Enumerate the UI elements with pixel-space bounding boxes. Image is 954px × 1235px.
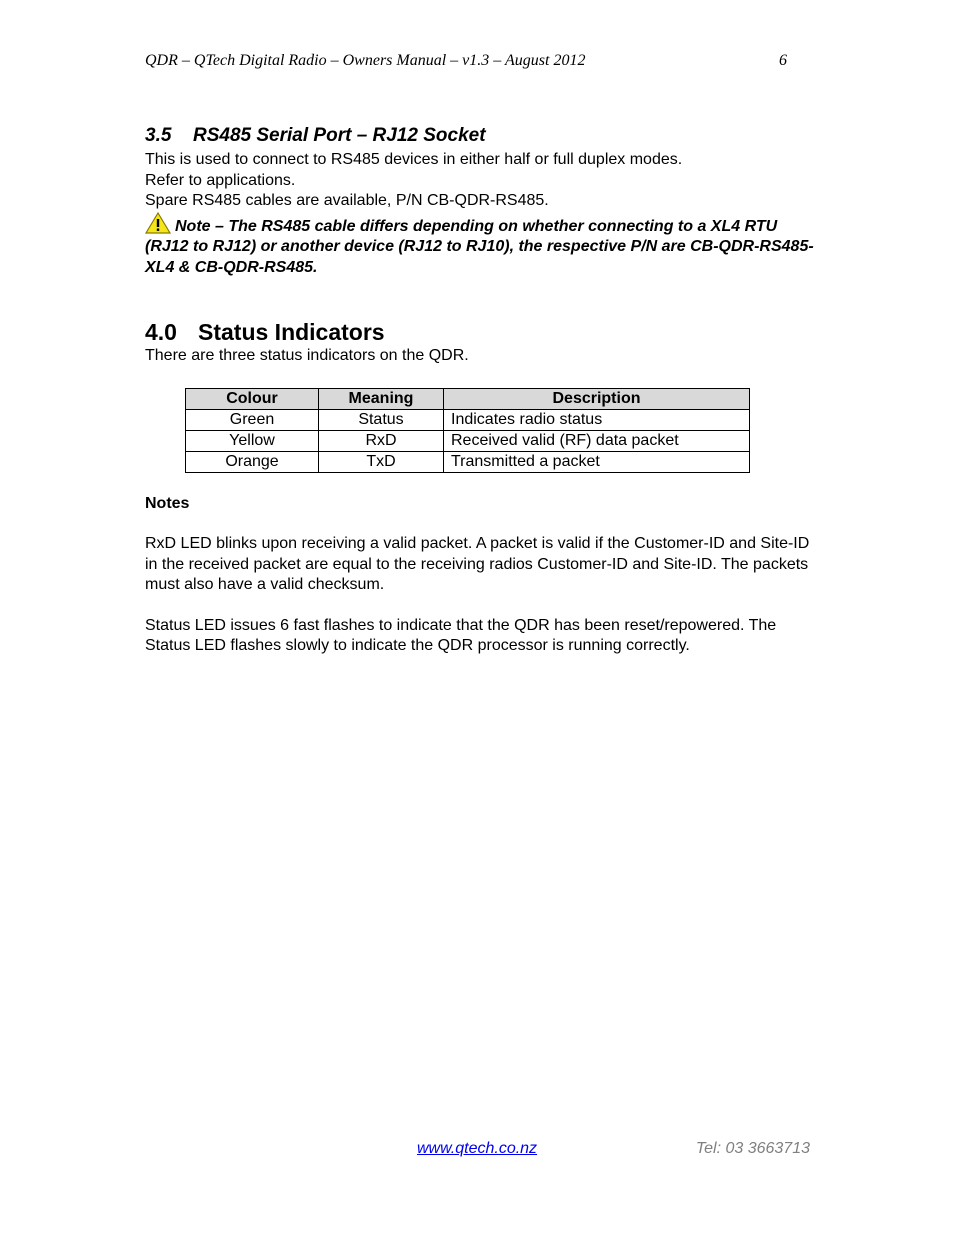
website-link[interactable]: www.qtech.co.nz (417, 1140, 538, 1157)
table-cell: Received valid (RF) data packet (444, 430, 750, 451)
section-heading-4-0 (145, 318, 815, 346)
intro-text: There are three status indicators on the QDR. (145, 347, 469, 364)
table-cell: RxD (319, 430, 444, 451)
column-header: Colour (186, 388, 319, 409)
notes-paragraph: RxD LED blinks upon receiving a valid packet. A packet is valid if the Customer-ID and Site-ID in the received packet are equal to the receiving radios Customer-ID and Site-ID. The packets must also have a valid checksum. (145, 535, 810, 593)
notes-heading: Notes (145, 494, 190, 512)
table-cell: Green (186, 409, 319, 430)
paragraph-line: Spare RS485 cables are available, P/N CB-QDR-RS485. (145, 192, 549, 209)
section-title: RS485 Serial Port – RJ12 Socket (193, 125, 486, 146)
column-header: Description (444, 388, 750, 409)
section-number: 4.0 (145, 319, 177, 345)
section-title: Status Indicators (198, 319, 385, 345)
note-text: Note – The RS485 cable differs depending on whether connecting to a XL4 RTU (RJ12 to RJ12) or another device (RJ12 to RJ10), the respective P/N are CB-QDR-RS485-XL4 & CB-QDR-RS485. (145, 217, 814, 276)
column-header: Meaning (319, 388, 444, 409)
warning-triangle-icon (145, 212, 171, 234)
table-row (186, 451, 750, 472)
section-number: 3.5 (145, 125, 172, 146)
document-title: QDR – QTech Digital Radio – Owners Manual – v1.3 – August 2012 (145, 52, 586, 69)
page-number: 6 (779, 52, 787, 69)
paragraph-line: This is used to connect to RS485 devices in either half or full duplex modes. (145, 151, 683, 168)
table-row (186, 430, 750, 451)
status-indicators-table (185, 388, 750, 473)
paragraph-line: Refer to applications. (145, 171, 296, 189)
table-cell: Transmitted a packet (444, 451, 750, 472)
phone-number: Tel: 03 3663713 (695, 1140, 810, 1157)
table-cell: Status (319, 409, 444, 430)
table-cell: Yellow (186, 430, 319, 451)
table-cell: Indicates radio status (444, 409, 750, 430)
table-row (186, 409, 750, 430)
table-header-row (186, 388, 750, 409)
table-cell: Orange (186, 451, 319, 472)
page-content (145, 124, 815, 657)
warning-note (145, 212, 815, 279)
table-cell: TxD (319, 451, 444, 472)
section-heading-3-5 (145, 124, 815, 148)
notes-paragraph: Status LED issues 6 fast flashes to indicate that the QDR has been reset/repowered. The Status LED flashes slowly to indicate the QDR processor is running correctly. (145, 616, 777, 654)
